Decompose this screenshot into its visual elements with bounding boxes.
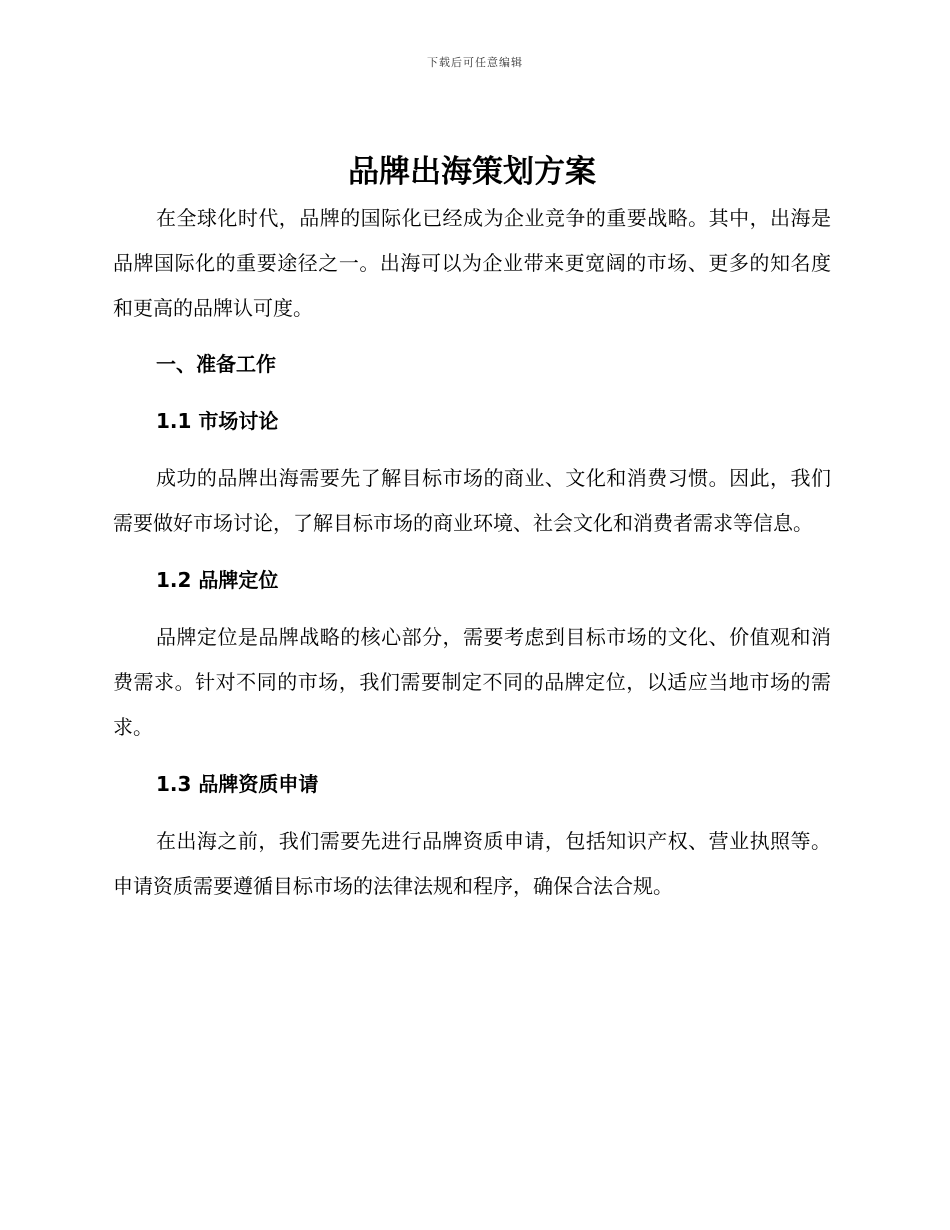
subsection-brand-qualification xyxy=(113,762,831,909)
subsection-paragraph: 在出海之前，我们需要先进行品牌资质申请，包括知识产权、营业执照等。申请资质需要遵循目标市场的法律法规和程序，确保合法合规。 xyxy=(113,829,831,898)
section-heading-preparation: 一、准备工作 xyxy=(156,352,276,376)
subsection-paragraph: 品牌定位是品牌战略的核心部分，需要考虑到目标市场的文化、价值观和消费需求。针对不同的市场，我们需要制定不同的品牌定位，以适应当地市场的需求。 xyxy=(113,625,831,739)
intro-paragraph: 在全球化时代，品牌的国际化已经成为企业竞争的重要战略。其中，出海是品牌国际化的重要途径之一。出海可以为企业带来更宽阔的市场、更多的知名度和更高的品牌认可度。 xyxy=(113,206,831,320)
subsection-heading: 1.3 品牌资质申请 xyxy=(156,772,319,796)
subsection-brand-positioning xyxy=(113,558,831,750)
document-body xyxy=(113,150,831,921)
subsection-heading: 1.2 品牌定位 xyxy=(156,568,279,592)
subsection-heading: 1.1 市场讨论 xyxy=(156,409,279,433)
subsection-market-research xyxy=(113,399,831,546)
document-title: 品牌出海策划方案 xyxy=(348,154,596,190)
page-header-note: 下载后可任意编辑 xyxy=(427,56,523,69)
subsection-paragraph: 成功的品牌出海需要先了解目标市场的商业、文化和消费习惯。因此，我们需要做好市场讨论，了解目标市场的商业环境、社会文化和消费者需求等信息。 xyxy=(113,466,831,535)
